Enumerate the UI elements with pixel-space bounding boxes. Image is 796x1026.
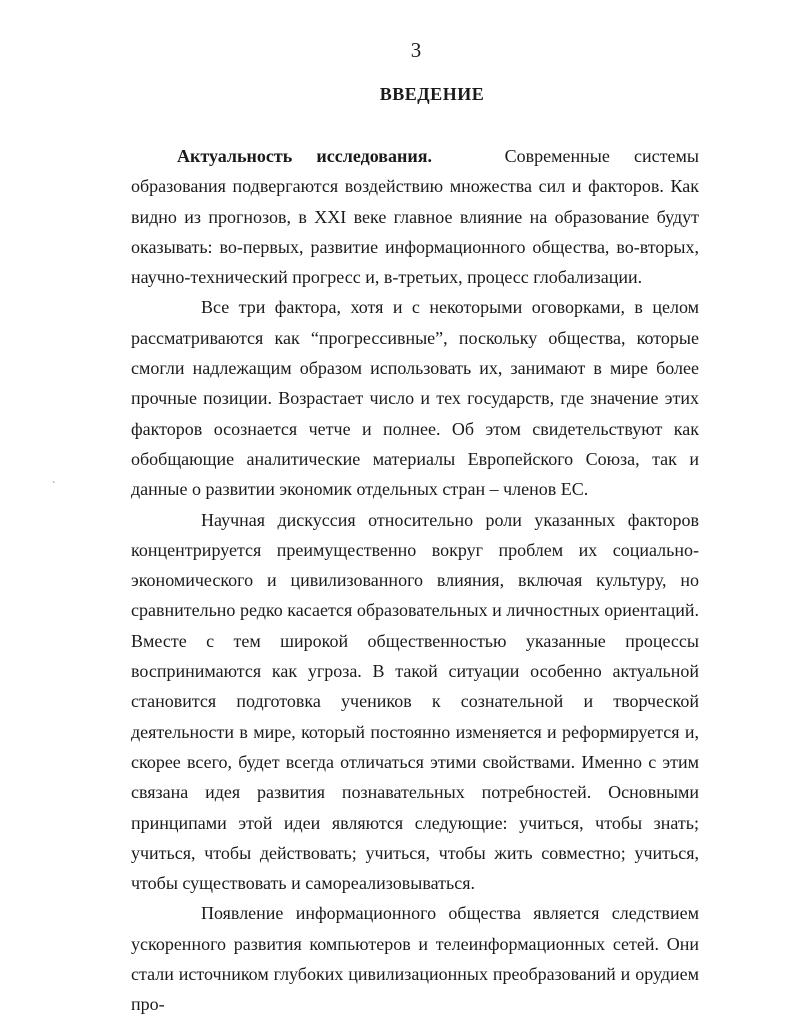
paragraph-information-society: Появление информационного общества является следствием ускоренного развития компьютеров и телеинформационных сетей. Они стали источником глубоких цивилизационных преобразований и орудием про-: [131, 903, 699, 1015]
paragraph-lead: Актуальность исследования: [177, 146, 428, 166]
scan-speck: `: [52, 481, 56, 492]
paragraph-discussion: Научная дискуссия относительно роли указанных факторов концентрируется преимущественно вокруг проблем их социально-экономического и цивилизованного влияния, включая культуру, но сравнительно редко касается образовательных и личностных ориентаций. Вместе с тем широкой общественностью указанные процессы воспринимаются как угроза. В такой ситуации особенно актуальной становится подготовка учеников к сознательной и творческой деятельности в мире, который постоянно изменяется и реформируется и, скорее всего, будет всегда отличаться этими свойствами. Именно с этим связана идея развития познавательных потребностей. Основными принципами этой идеи являются следующие: учиться, чтобы знать; учиться, чтобы действовать; учиться, чтобы жить совместно; учиться, чтобы существовать и самореализовываться.: [131, 509, 699, 894]
paragraph-lead-suffix: .: [427, 146, 432, 166]
paragraph-text: Современные системы образования подвергаются воздействию множества сил и факторов. Как видно из прогнозов, в XXI веке главное влияние на образование будут оказывать: во-первых, развитие информационного общества, во-вторых, научно-технический прогресс и, в-третьих, процесс глобализации.: [131, 146, 699, 288]
page-number: 3: [410, 38, 422, 62]
paragraph-factors: Все три фактора, хотя и с некоторыми оговорками, в целом рассматриваются как “прогрессивные”, поскольку общества, которые смогли надлежащим образом использовать их, занимают в мире более прочные позиции. Возрастает число и тех государств, где значение этих факторов осознается четче и полнее. Об этом свидетельствуют как обобщающие аналитические материалы Европейского Союза, так и данные о развитии экономик отдельных стран – членов ЕС.: [131, 297, 699, 500]
body-text: [131, 141, 699, 1020]
section-title: ВВЕДЕНИЕ: [379, 84, 485, 104]
paragraph-relevance: [131, 141, 699, 292]
